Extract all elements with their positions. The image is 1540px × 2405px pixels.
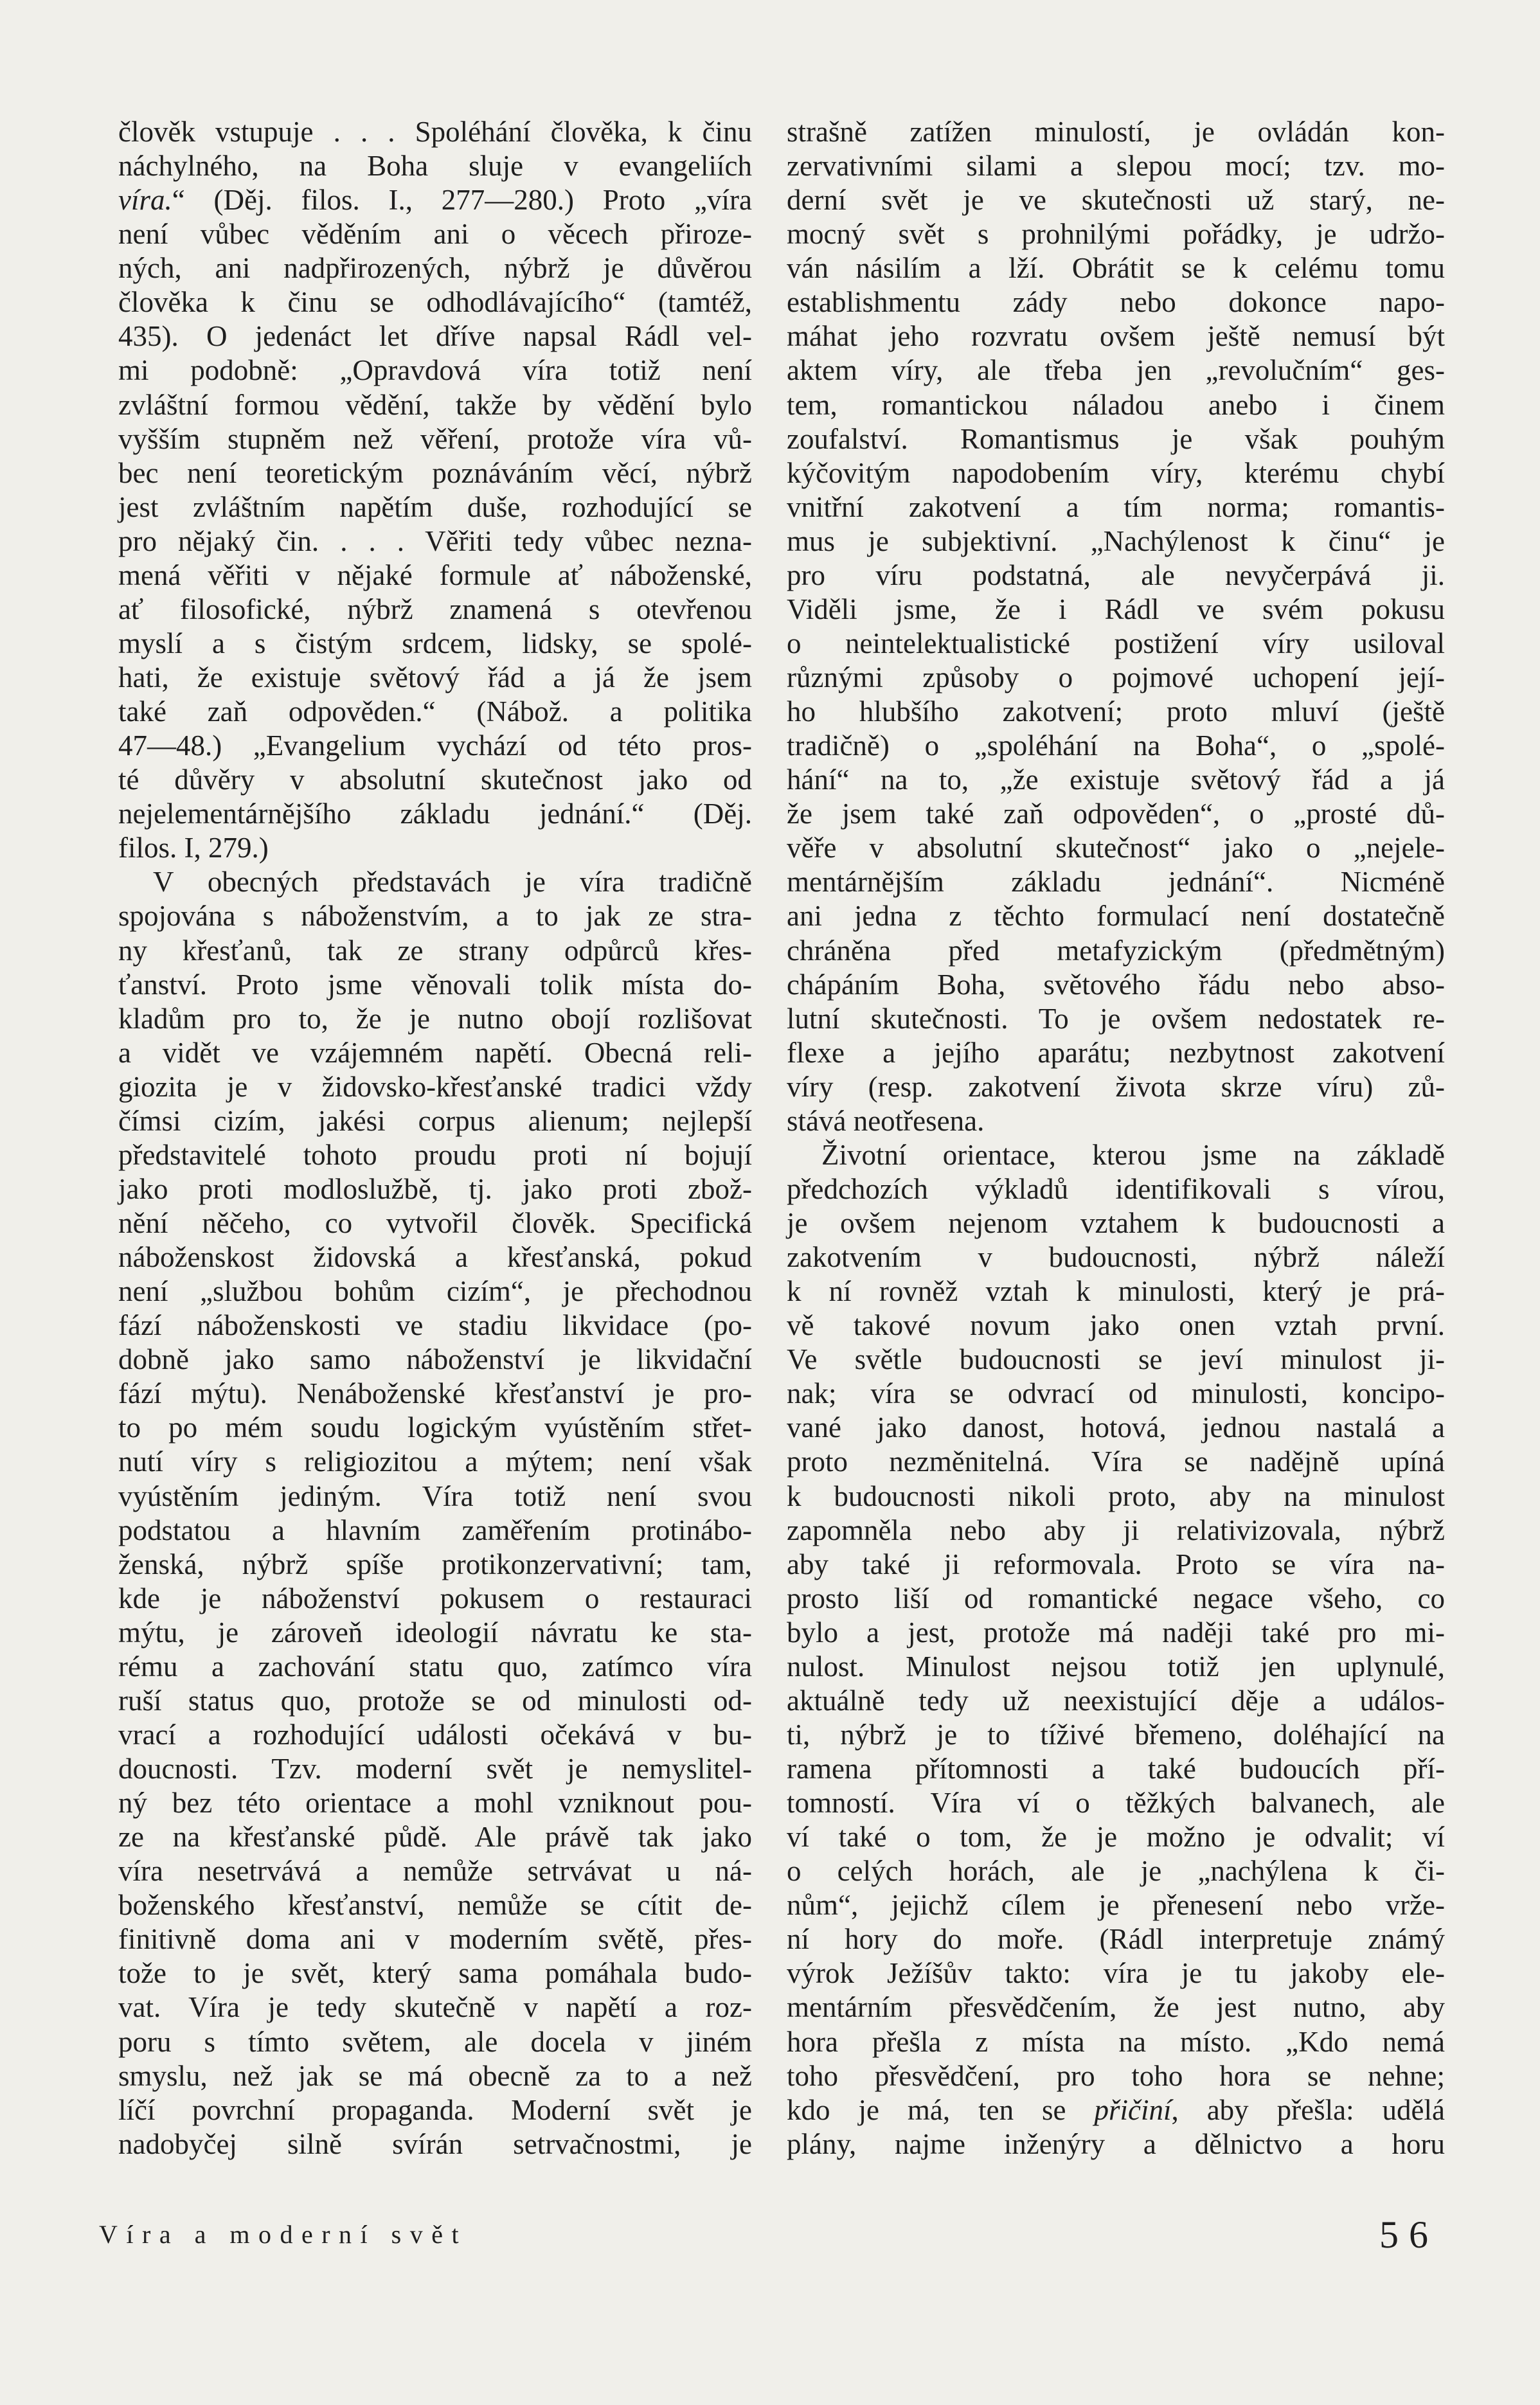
- text-line: představitelé tohoto proudu proti ní bojují: [118, 1138, 752, 1171]
- text-line: poru s tímto světem, ale docela v jiném: [118, 2025, 752, 2058]
- text-line: flexe a jejího aparátu; nezbytnost zakotvení: [787, 1036, 1445, 1069]
- text-line: ných, ani nadpřirozených, nýbrž je důvěrou: [118, 252, 752, 285]
- text-line: ní hory do moře. (Rádl interpretuje známý: [787, 1923, 1445, 1956]
- text-line: není „službou bohům cizím“, je přechodnou: [118, 1275, 752, 1308]
- text-line: mená věřiti v nějaké formule ať náboženské,: [118, 559, 752, 591]
- text-line: o celých horách, ale je „nachýlena k či-: [787, 1855, 1445, 1888]
- text-line: 47—48.) „Evangelium vychází od této pros-: [118, 729, 752, 762]
- text-line: jako proti modloslužbě, tj. jako proti zbož-: [118, 1172, 752, 1205]
- text-line: stává neotřesena.: [787, 1104, 985, 1137]
- text-line: hati, že existuje světový řád a já že jsem: [118, 661, 752, 693]
- text-line: chápáním Boha, světového řádu nebo abso-: [787, 968, 1445, 1001]
- text-line: k budoucnosti nikoli proto, aby na minulost: [787, 1480, 1445, 1512]
- text-line: ny křesťanů, tak ze strany odpůrců křes-: [118, 934, 752, 967]
- text-line: myslí a s čistým srdcem, lidsky, se spolé-: [118, 627, 752, 659]
- text-line: podstatou a hlavním zaměřením protinábo-: [118, 1514, 752, 1546]
- text-line: ramena přítomnosti a také budoucích pří-: [787, 1753, 1445, 1785]
- text-line: doucnosti. Tzv. moderní svět je nemyslitel-: [118, 1753, 752, 1785]
- text-line: věře v absolutní skutečnost“ jako o „nejele-: [787, 832, 1445, 864]
- left-column: [118, 115, 752, 2161]
- text-line: kladům pro to, že je nutno obojí rozlišovat: [118, 1002, 752, 1035]
- text-line: náchylného, na Boha sluje v evangeliích: [118, 150, 752, 183]
- text-line: mi podobně: „Opravdová víra totiž není: [118, 354, 752, 387]
- text-line: Životní orientace, kterou jsme na základě: [821, 1138, 1445, 1171]
- text-line: zvláštní formou vědění, takže by vědění bylo: [118, 388, 752, 421]
- running-title: Víra a moderní svět: [99, 2220, 468, 2249]
- text-line: aby také ji reformovala. Proto se víra na-: [787, 1548, 1445, 1580]
- text-line: vané jako danost, hotová, jednou nastalá a: [787, 1411, 1445, 1444]
- right-column: [787, 115, 1445, 2161]
- text-line: to po mém soudu logickým vyústěním střet-: [118, 1411, 752, 1444]
- text-line: ženská, nýbrž spíše protikonzervativní; tam,: [118, 1548, 752, 1580]
- text-line: čímsi cizím, jakési corpus alienum; nejlepší: [118, 1104, 752, 1137]
- text-line: 435). O jedenáct let dříve napsal Rádl vel-: [118, 320, 752, 353]
- text-line: nadobyčej silně svírán setrvačnostmi, je: [118, 2127, 752, 2160]
- text-line: pro víru podstatná, ale nevyčerpává ji.: [787, 559, 1445, 591]
- text-line: Viděli jsme, že i Rádl ve svém pokusu: [787, 593, 1445, 625]
- text-line: fází náboženskosti ve stadiu likvidace (po-: [118, 1309, 752, 1342]
- text-line: ho hlubšího zakotvení; proto mluví (ještě: [787, 695, 1445, 728]
- text-line: výrok Ježíšův takto: víra je tu jakoby ele-: [787, 1957, 1445, 1990]
- text-line: zakotvením v budoucnosti, nýbrž náleží: [787, 1241, 1445, 1274]
- text-line: zapomněla nebo aby ji relativizovala, nýbrž: [787, 1514, 1445, 1546]
- text-line: ať filosofické, nýbrž znamená s otevřenou: [118, 593, 752, 625]
- text-segment: , aby přešla: udělá: [1171, 2093, 1445, 2126]
- text-line: kýčovitým napodobením víry, kterému chybí: [787, 456, 1445, 489]
- text-segment: kdo je má, ten se: [787, 2093, 1095, 2126]
- text-line: vrací a rozhodující události očekává v bu-: [118, 1718, 752, 1751]
- text-line: bylo a jest, protože má naději také pro mi-: [787, 1616, 1445, 1649]
- paragraph: [118, 115, 752, 865]
- paragraph: [787, 115, 1445, 1138]
- text-line: aktem víry, ale třeba jen „revolučním“ ges-: [787, 354, 1445, 387]
- emphasized-text: přičiní: [1094, 2093, 1172, 2126]
- text-line: boženského křesťanství, nemůže se cítit de-: [118, 1889, 752, 1922]
- text-line: rému a zachování statu quo, zatímco víra: [118, 1650, 752, 1683]
- text-line: víra nesetrvává a nemůže setrvávat u ná-: [118, 1855, 752, 1888]
- text-line: vnitřní zakotvení a tím norma; romantis-: [787, 490, 1445, 523]
- text-line: vě takové novum jako onen vztah první.: [787, 1309, 1445, 1342]
- text-line: víry (resp. zakotvení života skrze víru) zů-: [787, 1070, 1445, 1103]
- text-line: té důvěry v absolutní skutečnost jako od: [118, 764, 752, 796]
- text-line: ví také o tom, že je možno je odvalit; ví: [787, 1821, 1445, 1854]
- text-line: líčí povrchní propaganda. Moderní svět je: [118, 2093, 752, 2126]
- text-line: ruší status quo, protože se od minulosti od-: [118, 1684, 752, 1717]
- text-line: různými způsoby o pojmové uchopení její-: [787, 661, 1445, 693]
- text-line: ťanství. Proto jsme věnovali tolik místa do-: [118, 968, 752, 1001]
- text-line: o neintelektualistické postižení víry usiloval: [787, 627, 1445, 659]
- text-line: vat. Víra je tedy skutečně v napětí a roz-: [118, 1991, 752, 2024]
- text-segment: “ (Děj. filos. I., 277—280.) Proto „víra: [172, 184, 752, 217]
- text-line: máhat jeho rozvratu ovšem ještě nemusí být: [787, 320, 1445, 353]
- text-line: nejelementárnějšího základu jednání.“ (Děj.: [118, 798, 752, 830]
- text-line: chráněna před metafyzickým (předmětným): [787, 934, 1445, 967]
- text-line: kde je náboženství pokusem o restauraci: [118, 1582, 752, 1614]
- text-line: mýtu, je zároveň ideologií návratu ke sta-: [118, 1616, 752, 1649]
- text-line: dobně jako samo náboženství je likvidační: [118, 1343, 752, 1376]
- text-line: pro nějaký čin. . . . Věřiti tedy vůbec nezna-: [118, 524, 752, 557]
- text-line: vyústěním jediným. Víra totiž není svou: [118, 1480, 752, 1512]
- paragraph: [118, 865, 752, 2161]
- text-line: tože to je svět, který sama pomáhala budo-: [118, 1957, 752, 1990]
- text-line: hora přešla z místa na místo. „Kdo nemá: [787, 2025, 1445, 2058]
- text-line: a vidět ve vzájemném napětí. Obecná reli-: [118, 1036, 752, 1069]
- text-line: lutní skutečnosti. To je ovšem nedostatek re-: [787, 1002, 1445, 1035]
- text-line: tem, romantickou náladou anebo i činem: [787, 388, 1445, 421]
- text-line: strašně zatížen minulostí, je ovládán kon-: [787, 116, 1445, 148]
- text-line: k ní rovněž vztah k minulosti, který je prá-: [787, 1275, 1445, 1308]
- text-line: ze na křesťanské půdě. Ale právě tak jako: [118, 1821, 752, 1854]
- text-line: není vůbec věděním ani o věcech přiroze-: [118, 218, 752, 251]
- text-line: filos. I, 279.): [118, 832, 269, 864]
- text-line: ani jedna z těchto formulací není dostatečně: [787, 900, 1445, 933]
- text-line: nům“, jejichž cílem je přenesení nebo vrže-: [787, 1889, 1445, 1922]
- text-line: zervativními silami a slepou mocí; tzv. mo-: [787, 150, 1445, 183]
- text-line: předchozích výkladů identifikovali s vírou,: [787, 1172, 1445, 1205]
- emphasized-text: víra.: [118, 184, 172, 217]
- text-line: finitivně doma ani v moderním světě, přes-: [118, 1923, 752, 1956]
- text-line: aktuálně tedy už neexistující děje a událos-: [787, 1684, 1445, 1717]
- text-line: ván násilím a lží. Obrátit se k celému tomu: [787, 252, 1445, 285]
- text-line: [118, 183, 752, 217]
- text-line: vyšším stupněm než věření, protože víra vů-: [118, 422, 752, 455]
- text-line: fází mýtu). Nenáboženské křesťanství je pro-: [118, 1377, 752, 1410]
- text-line: V obecných představách je víra tradičně: [153, 866, 752, 899]
- text-line: je ovšem nejenom vztahem k budoucnosti a: [787, 1207, 1445, 1239]
- text-line: establishmentu zády nebo dokonce napo-: [787, 286, 1445, 319]
- page-number: 56: [1379, 2213, 1438, 2256]
- text-line: Ve světle budoucnosti se jeví minulost ji-: [787, 1343, 1445, 1376]
- text-line: náboženskost židovská a křesťanská, pokud: [118, 1241, 752, 1274]
- text-line: toho přesvědčení, pro toho hora se nehne;: [787, 2059, 1445, 2092]
- text-line: mentárním přesvědčením, že jest nutno, aby: [787, 1991, 1445, 2024]
- text-line: nulost. Minulost nejsou totiž jen uplynulé,: [787, 1650, 1445, 1683]
- text-line: mentárnějším základu jednání“. Nicméně: [787, 866, 1445, 899]
- text-line: jest zvláštním napětím duše, rozhodující se: [118, 490, 752, 523]
- text-line: nění něčeho, co vytvořil člověk. Specifická: [118, 1207, 752, 1239]
- text-line: mocný svět s prohnilými pořádky, je udržo-: [787, 218, 1445, 251]
- text-line: giozita je v židovsko-křesťanské tradici vždy: [118, 1070, 752, 1103]
- text-line: derní svět je ve skutečnosti už starý, ne-: [787, 184, 1445, 217]
- text-line: člověka k činu se odhodlávajícího“ (tamtéž,: [118, 286, 752, 319]
- text-line: proto nezměnitelná. Víra se nadějně upíná: [787, 1445, 1445, 1478]
- paragraph: [787, 1138, 1445, 2161]
- text-line: ti, nýbrž je to tíživé břemeno, doléhající na: [787, 1718, 1445, 1751]
- text-line: plány, najme inženýry a dělnictvo a horu: [787, 2127, 1445, 2160]
- text-line: bec není teoretickým poznáváním věcí, nýbrž: [118, 456, 752, 489]
- text-line: zoufalství. Romantismus je však pouhým: [787, 422, 1445, 455]
- text-line: spojována s náboženstvím, a to jak ze stra-: [118, 900, 752, 933]
- text-line: tradičně) o „spoléhání na Boha“, o „spolé-: [787, 729, 1445, 762]
- text-line: nutí víry s religiozitou a mýtem; není však: [118, 1445, 752, 1478]
- text-line: hání“ na to, „že existuje světový řád a já: [787, 764, 1445, 796]
- text-line: prosto liší od romantické negace všeho, co: [787, 1582, 1445, 1614]
- text-line: tomností. Víra ví o těžkých balvanech, ale: [787, 1787, 1445, 1819]
- text-line: smyslu, než jak se má obecně za to a než: [118, 2059, 752, 2092]
- text-line: mus je subjektivní. „Nachýlenost k činu“ je: [787, 524, 1445, 557]
- text-line: nak; víra se odvrací od minulosti, koncipo-: [787, 1377, 1445, 1410]
- text-line: že jsem také zaň odpověden“, o „prosté dů-: [787, 798, 1445, 830]
- text-line: také zaň odpověden.“ (Nábož. a politika: [118, 695, 752, 728]
- text-line: člověk vstupuje . . . Spoléhání člověka, k činu: [118, 116, 752, 148]
- text-line: [787, 2093, 1445, 2127]
- text-line: ný bez této orientace a mohl vzniknout pou-: [118, 1787, 752, 1819]
